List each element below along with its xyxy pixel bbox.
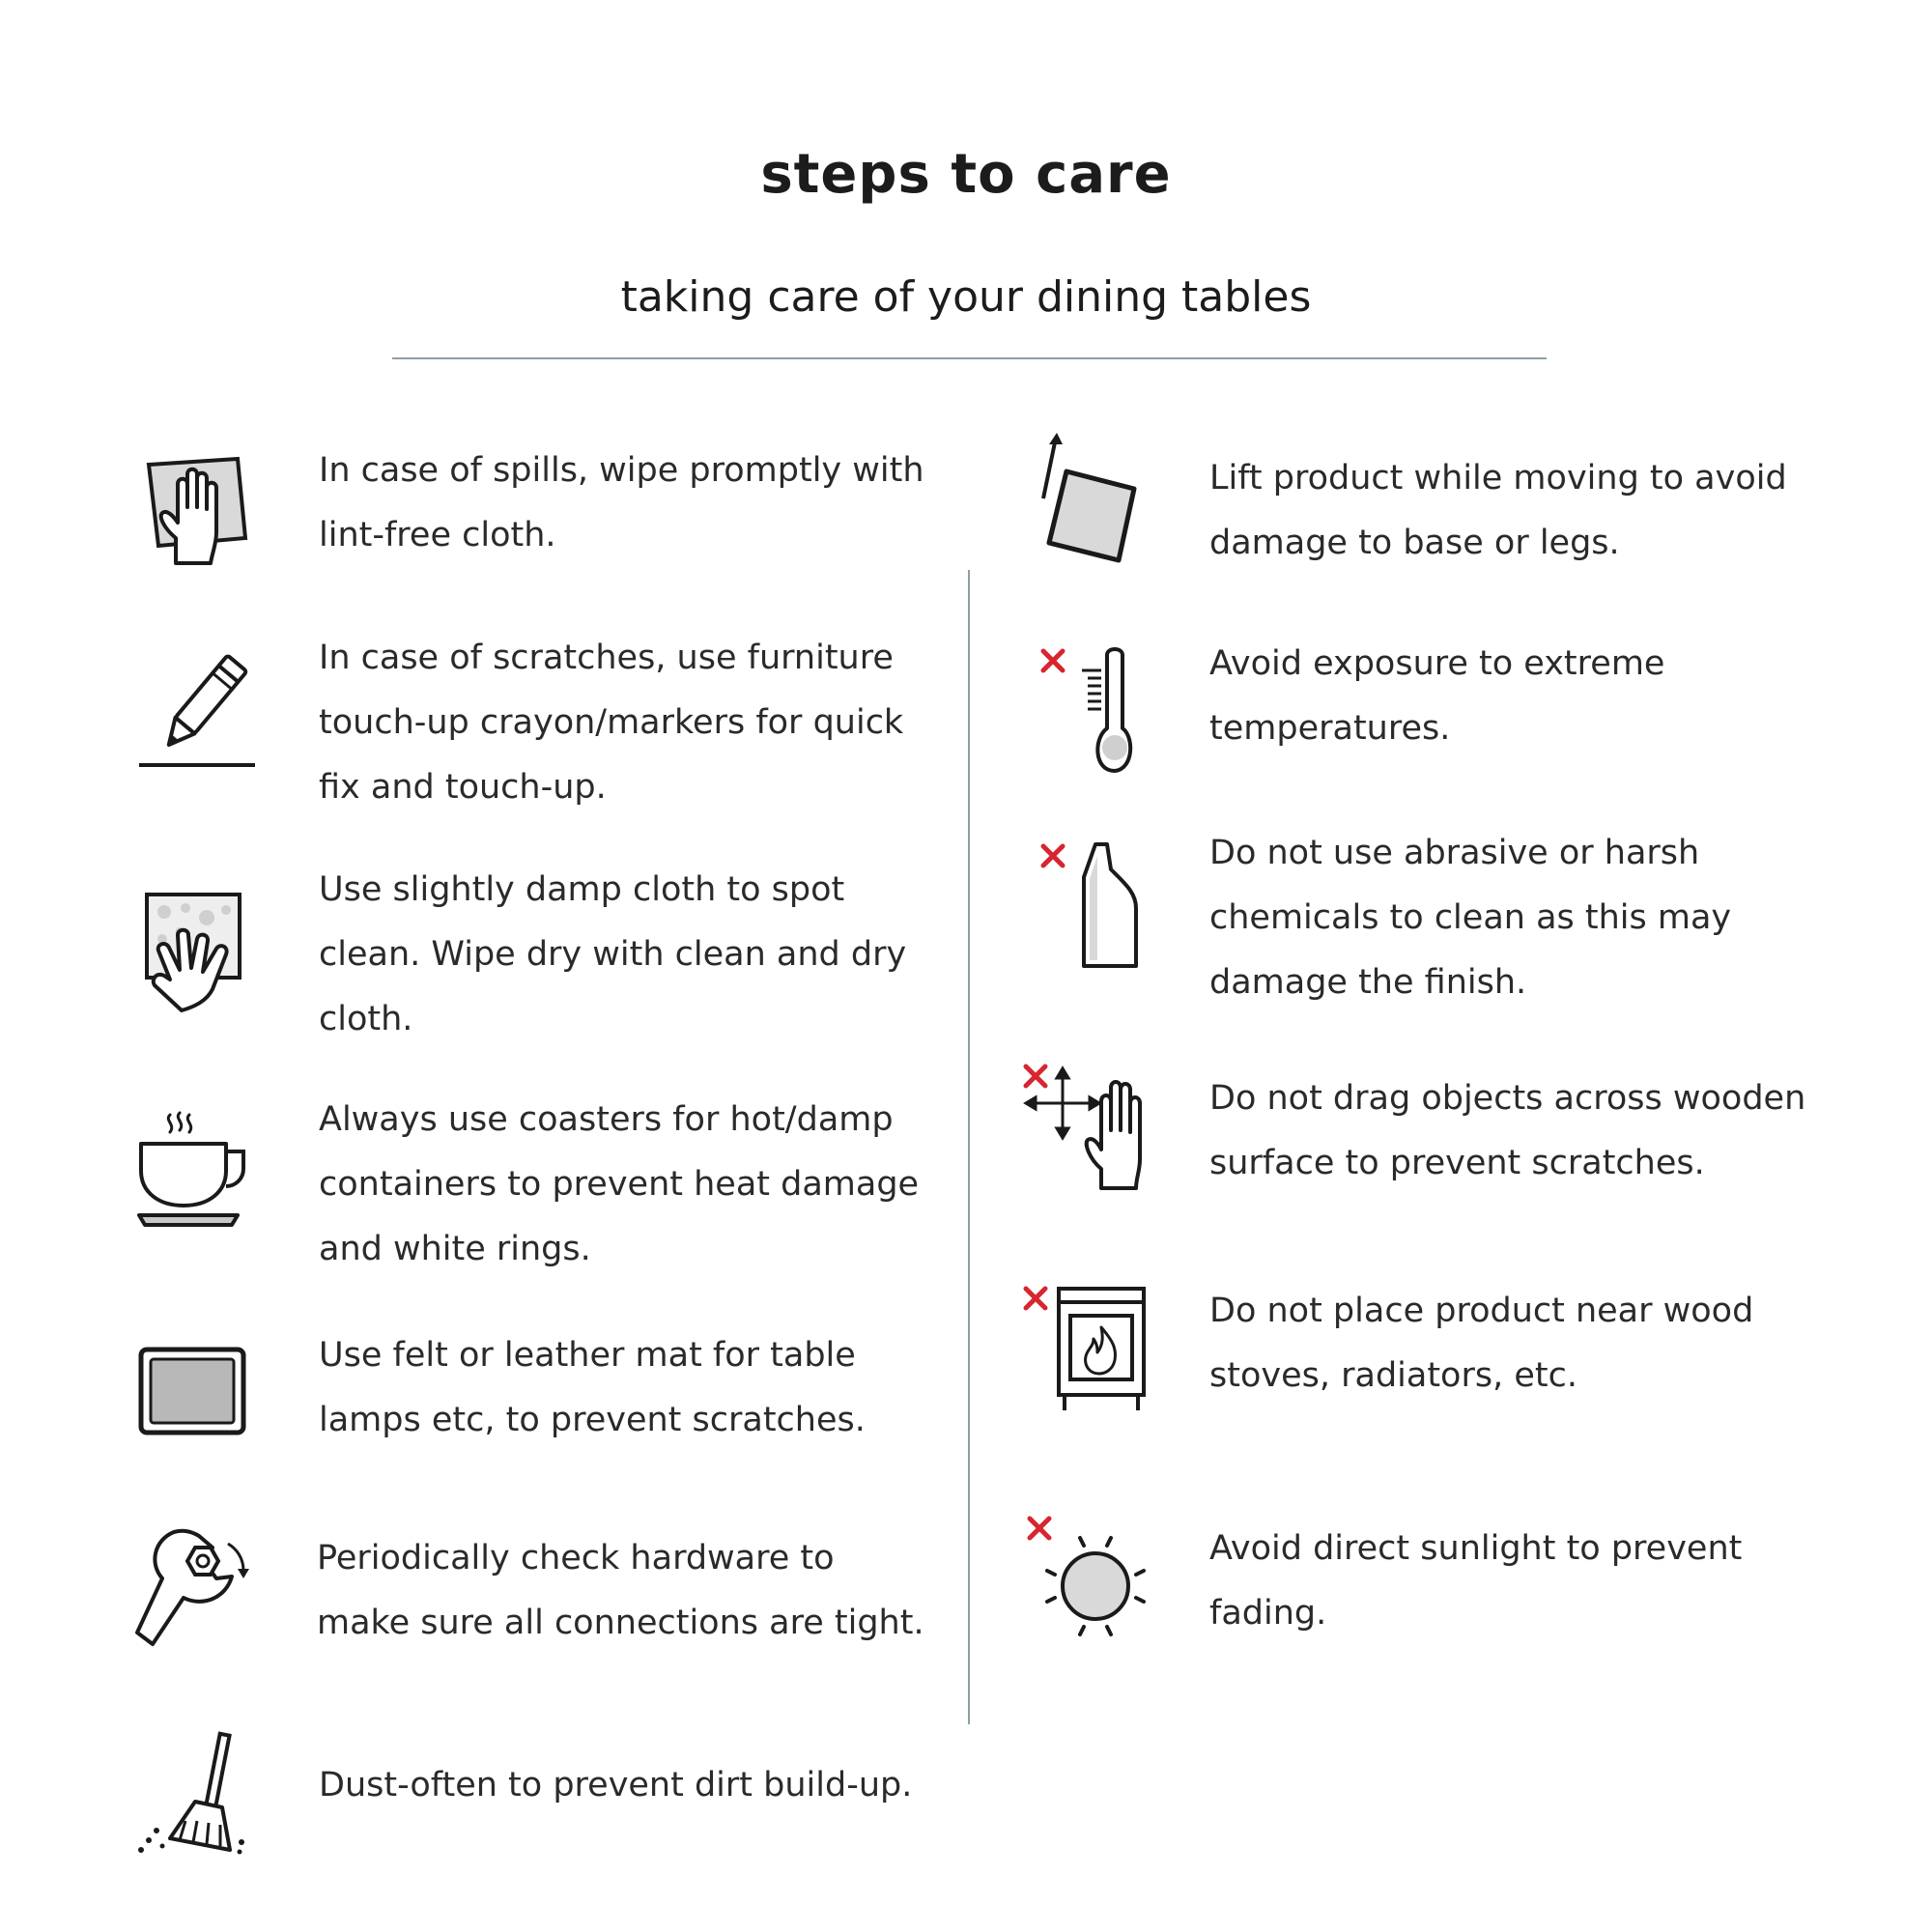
- wrench-nut-icon: [135, 1526, 261, 1652]
- no-sunlight-icon: [1026, 1515, 1151, 1640]
- lift-box-icon: [1034, 435, 1159, 560]
- broom-icon: [135, 1734, 261, 1860]
- damp-cloth-hand-icon: [135, 889, 261, 1014]
- crayon-icon: [135, 647, 261, 773]
- no-thermometer-icon: [1034, 647, 1159, 773]
- care-step-text: In case of spills, wipe promptly with lint-free cloth.: [319, 451, 924, 554]
- care-step-text: Do not place product near wood stoves, radiators, etc.: [1209, 1292, 1754, 1395]
- care-step-text: Dust-often to prevent dirt build-up.: [319, 1766, 913, 1804]
- care-step-text: Avoid direct sunlight to prevent fading.: [1209, 1529, 1743, 1633]
- page-subtitle: taking care of your dining tables: [620, 272, 1312, 322]
- cloth-wipe-hand-icon: [135, 449, 261, 575]
- no-drag-hand-icon: [1022, 1063, 1148, 1188]
- felt-mat-icon: [135, 1338, 261, 1463]
- care-step-text: Avoid exposure to extreme temperatures.: [1209, 644, 1665, 748]
- header-divider: [392, 357, 1547, 359]
- no-chemical-bottle-icon: [1034, 840, 1159, 966]
- no-wood-stove-icon: [1022, 1285, 1148, 1410]
- care-step-text: Use felt or leather mat for table lamps etc, to prevent scratches.: [319, 1336, 866, 1439]
- column-divider: [968, 570, 970, 1724]
- page-title: steps to care: [760, 143, 1172, 206]
- care-step-text: In case of scratches, use furniture touch-up crayon/markers for quick fix and touch-up.: [319, 639, 904, 807]
- care-step-text: Do not use abrasive or harsh chemicals to clean as this may damage the finish.: [1209, 834, 1732, 1002]
- care-step-text: Do not drag objects across wooden surface to prevent scratches.: [1209, 1079, 1806, 1182]
- care-step-text: Always use coasters for hot/damp containers to prevent heat damage and white rings.: [319, 1100, 920, 1268]
- hot-cup-coaster-icon: [135, 1111, 261, 1236]
- care-step-text: Periodically check hardware to make sure all connections are tight.: [317, 1539, 924, 1642]
- care-step-text: Use slightly damp cloth to spot clean. Wipe dry with clean and dry cloth.: [319, 870, 907, 1038]
- care-step-text: Lift product while moving to avoid damage to base or legs.: [1209, 459, 1787, 562]
